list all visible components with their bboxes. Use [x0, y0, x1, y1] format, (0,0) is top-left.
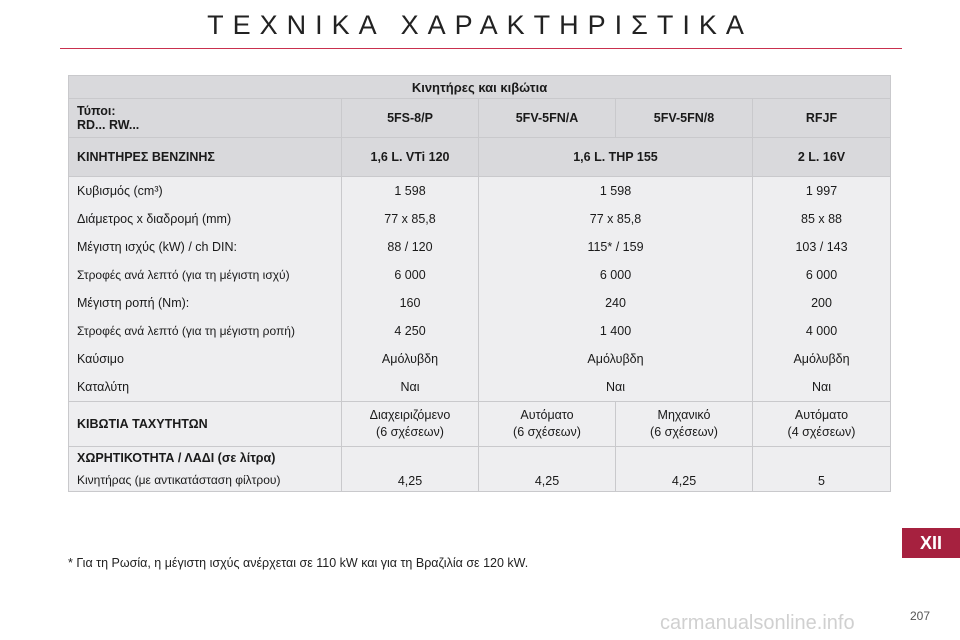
types-label: [69, 99, 342, 138]
table-row: [69, 233, 891, 261]
type-cell: 5FS-8/P: [342, 99, 479, 138]
watermark: carmanualsonline.info: [660, 612, 855, 634]
chapter-tab: XII: [902, 528, 960, 558]
row-label: Μέγιστη ροπή (Nm):: [69, 289, 342, 317]
engine-cell: 2 L. 16V: [753, 138, 891, 177]
table-row: [69, 317, 891, 345]
row-value: Ναι: [753, 373, 891, 402]
types-label-line2: RD... RW...: [77, 118, 140, 132]
row-label: Καύσιμο: [69, 345, 342, 373]
row-value: 1 400: [479, 317, 753, 345]
type-cell: 5FV-5FN/A: [479, 99, 616, 138]
table-row: [69, 289, 891, 317]
row-label: Διάμετρος x διαδρομή (mm): [69, 205, 342, 233]
table-caption: Κινητήρες και κιβώτια: [69, 76, 891, 99]
title-divider: [60, 48, 902, 49]
gearbox-cell: Διαχειριζόμενο (6 σχέσεων): [342, 402, 479, 447]
row-value: 6 000: [342, 261, 479, 289]
row-value: Αμόλυβδη: [753, 345, 891, 373]
row-value: Ναι: [479, 373, 753, 402]
row-value: 160: [342, 289, 479, 317]
table-row: [69, 373, 891, 402]
gearbox-cell: Αυτόματο (4 σχέσεων): [753, 402, 891, 447]
footnote: * Για τη Ρωσία, η μέγιστη ισχύς ανέρχεται σε 110 kW και για τη Βραζιλία σε 120 kW.: [68, 556, 529, 570]
row-value: Ναι: [342, 373, 479, 402]
row-label: Κυβισμός (cm³): [69, 177, 342, 206]
gearbox-label: ΚΙΒΩΤΙΑ ΤΑΧΥΤΗΤΩΝ: [69, 402, 342, 447]
capacity-row: [69, 447, 891, 492]
row-value: 77 x 85,8: [342, 205, 479, 233]
row-label: Στροφές ανά λεπτό (για τη μέγιστη ισχύ): [69, 261, 342, 289]
table-row: [69, 261, 891, 289]
gearbox-cell: Μηχανικό (6 σχέσεων): [616, 402, 753, 447]
row-value: 240: [479, 289, 753, 317]
row-value: 6 000: [479, 261, 753, 289]
row-value: 1 997: [753, 177, 891, 206]
type-cell: 5FV-5FN/8: [616, 99, 753, 138]
row-label: Μέγιστη ισχύς (kW) / ch DIN:: [69, 233, 342, 261]
row-value: 85 x 88: [753, 205, 891, 233]
table-row: [69, 205, 891, 233]
row-value: 6 000: [753, 261, 891, 289]
engine-cell: 1,6 L. THP 155: [479, 138, 753, 177]
row-label: Καταλύτη: [69, 373, 342, 402]
row-value: 1 598: [479, 177, 753, 206]
row-value: 88 / 120: [342, 233, 479, 261]
table-row: [69, 177, 891, 206]
row-value: Αμόλυβδη: [479, 345, 753, 373]
row-label: Στροφές ανά λεπτό (για τη μέγιστη ροπή): [69, 317, 342, 345]
capacity-cell: 4,25: [342, 447, 479, 492]
capacity-heading: ΧΩΡΗΤΙΚΟΤΗΤΑ / ΛΑΔΙ (σε λίτρα): [77, 451, 276, 465]
row-value: 103 / 143: [753, 233, 891, 261]
page-number: 207: [910, 609, 931, 623]
capacity-cell: 5: [753, 447, 891, 492]
types-label-line1: Τύποι:: [77, 104, 116, 118]
row-value: Αμόλυβδη: [342, 345, 479, 373]
engines-gearboxes-table: [68, 75, 891, 492]
row-value: 4 000: [753, 317, 891, 345]
row-value: 1 598: [342, 177, 479, 206]
table-row: [69, 345, 891, 373]
type-cell: RFJF: [753, 99, 891, 138]
gearbox-cell: Αυτόματο (6 σχέσεων): [479, 402, 616, 447]
gearbox-row: [69, 402, 891, 447]
capacity-subheading: Κινητήρας (με αντικατάσταση φίλτρου): [77, 473, 281, 487]
page-title: ΤΕΧΝΙΚΑ ΧΑΡΑΚΤΗΡΙΣΤΙΚΑ: [207, 10, 753, 40]
engine-cell: 1,6 L. VTi 120: [342, 138, 479, 177]
row-value: 115* / 159: [479, 233, 753, 261]
capacity-cell: 4,25: [616, 447, 753, 492]
capacity-label: [69, 447, 342, 492]
row-value: 4 250: [342, 317, 479, 345]
capacity-cell: 4,25: [479, 447, 616, 492]
engine-label: ΚΙΝΗΤΗΡΕΣ ΒΕΝΖΙΝΗΣ: [69, 138, 342, 177]
row-value: 200: [753, 289, 891, 317]
row-value: 77 x 85,8: [479, 205, 753, 233]
